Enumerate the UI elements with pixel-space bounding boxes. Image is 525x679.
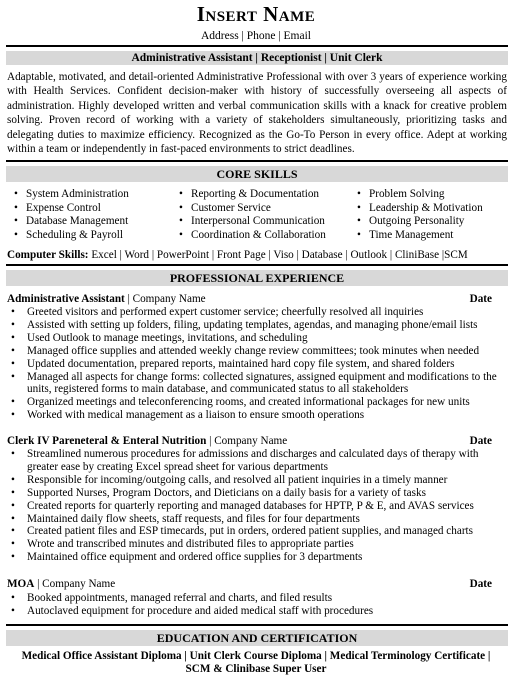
list-item: • Organized meetings and teleconferencing rooms, and created informational packages for new units bbox=[7, 396, 512, 409]
list-item: • Booked appointments, managed referral and charts, and filed results bbox=[7, 592, 512, 605]
job-date: Date bbox=[469, 435, 492, 447]
core-skills-heading: CORE SKILLS bbox=[216, 167, 298, 181]
profile-summary: Adaptable, motivated, and detail-oriented Administrative Professional with over 3 years of experience working with Health Services. Confident decision-maker with history of successfully overseeing all aspects of administration. Highly developed written and verbal communication skills with a knack for creative problem solving. Proven record of working with a variety of stakeholders simultaneously, prioritizing tasks and delegating duties to maximize efficiency. Recognized as the Go-To Person in every office. Adept at working within a team or independently in fast-paced environments to strict deadlines. bbox=[7, 71, 507, 156]
list-item: • Streamlined numerous procedures for admissions and discharges and calculated days of therapy with greater ease by creating Excel spread sheet for various departments bbox=[7, 448, 512, 474]
company-name: | Company Name bbox=[34, 578, 116, 590]
list-item: • Greeted visitors and performed expert customer service; cheerfully resolved all inquiries bbox=[7, 306, 512, 319]
header-rule bbox=[6, 45, 508, 47]
job-date: Date bbox=[469, 578, 492, 590]
list-item: • Supported Nurses, Program Doctors, and Dieticians on a daily basis for a variety of tasks bbox=[7, 487, 512, 500]
job-bullets bbox=[7, 592, 512, 618]
education-band bbox=[6, 630, 508, 646]
skill-item: • Leadership & Motivation bbox=[357, 201, 483, 214]
core-skills-band bbox=[6, 166, 508, 182]
job-bullets bbox=[7, 306, 512, 422]
contact-line: Address | Phone | Email bbox=[200, 30, 311, 42]
candidate-name: Insert Name bbox=[196, 2, 316, 26]
list-item: • Maintained daily flow sheets, staff requests, and files for four departments bbox=[7, 513, 512, 526]
skill-item: • Interpersonal Communication bbox=[179, 215, 325, 228]
list-item: • Managed all aspects for change forms: collected signatures, assigned equipment and modifications to the units, registered forms to main database, and communicated status to all stakeholders bbox=[7, 371, 512, 397]
skill-item: • Reporting & Documentation bbox=[179, 188, 320, 200]
skill-item: • Outgoing Personality bbox=[357, 215, 465, 228]
experience-band bbox=[6, 270, 508, 286]
computer-skills-list: Excel | Word | PowerPoint | Front Page | Viso | Database | Outlook | CliniBase |SCM bbox=[88, 249, 468, 261]
skill-item: • Database Management bbox=[14, 215, 129, 228]
job-title: Clerk IV Pareneteral & Enteral Nutrition bbox=[7, 435, 207, 447]
title-band bbox=[6, 51, 508, 65]
list-item: • Managed office supplies and attended weekly change review committees; took minutes when needed bbox=[7, 345, 512, 358]
company-name: | Company Name bbox=[124, 293, 206, 305]
skill-item: • Scheduling & Payroll bbox=[14, 228, 123, 241]
skill-item: • Time Management bbox=[357, 228, 454, 241]
list-item: • Maintained office equipment and ordered office supplies for 3 departments bbox=[7, 551, 512, 564]
skill-item: • Problem Solving bbox=[357, 188, 445, 200]
education-heading: EDUCATION AND CERTIFICATION bbox=[156, 631, 358, 645]
list-item: • Responsible for incoming/outgoing calls, and resolved all patient inquiries in a timely manner bbox=[7, 474, 512, 487]
job-title: Administrative Assistant bbox=[7, 293, 125, 305]
skills-column-1 bbox=[9, 188, 129, 242]
education-line-1: Medical Office Assistant Diploma | Unit Clerk Course Diploma | Medical Terminology Certificate | bbox=[21, 650, 491, 662]
company-name: | Company Name bbox=[206, 435, 288, 447]
list-item: • Created reports for quarterly reporting and managed databases for HPTP, P & E, and AVAS services bbox=[7, 500, 512, 513]
list-item: • Used Outlook to manage meetings, invitations, and scheduling bbox=[7, 332, 512, 345]
computer-skills bbox=[7, 248, 468, 262]
list-item: • Autoclaved equipment for procedure and aided medical staff with procedures bbox=[7, 605, 512, 618]
list-item: • Updated documentation, prepared reports, maintained hard copy file system, and shared folders bbox=[7, 358, 512, 371]
skill-item: • Coordination & Collaboration bbox=[179, 228, 326, 241]
job-bullets bbox=[7, 448, 512, 564]
computer-skills-label: Computer Skills: bbox=[7, 249, 89, 261]
job-header bbox=[7, 293, 492, 306]
job-header bbox=[7, 578, 492, 591]
list-item: • Worked with medical management as a liaison to ensure smooth operations bbox=[7, 409, 512, 422]
education-rule bbox=[6, 624, 508, 626]
education-line-2: SCM & Clinibase Super User bbox=[185, 663, 327, 675]
experience-rule bbox=[6, 264, 508, 266]
skill-item: • Expense Control bbox=[14, 201, 101, 214]
skills-rule bbox=[6, 160, 508, 162]
list-item: • Created patient files and ESP timecards, put in orders, ordered patient supplies, and managed charts bbox=[7, 525, 512, 538]
experience-heading: PROFESSIONAL EXPERIENCE bbox=[169, 271, 345, 285]
skill-item: • System Administration bbox=[14, 188, 129, 200]
target-titles: Administrative Assistant | Receptionist | Unit Clerk bbox=[131, 52, 383, 64]
job-header bbox=[7, 435, 492, 448]
skill-item: • Customer Service bbox=[179, 201, 271, 214]
list-item: • Assisted with setting up folders, filing, updating templates, agendas, and managing phone/email lists bbox=[7, 319, 512, 332]
job-title: MOA bbox=[7, 578, 35, 590]
skills-column-3 bbox=[352, 188, 483, 242]
job-date: Date bbox=[469, 293, 492, 305]
list-item: • Wrote and transcribed minutes and distributed files to appropriate parties bbox=[7, 538, 512, 551]
skills-column-2 bbox=[174, 188, 326, 242]
